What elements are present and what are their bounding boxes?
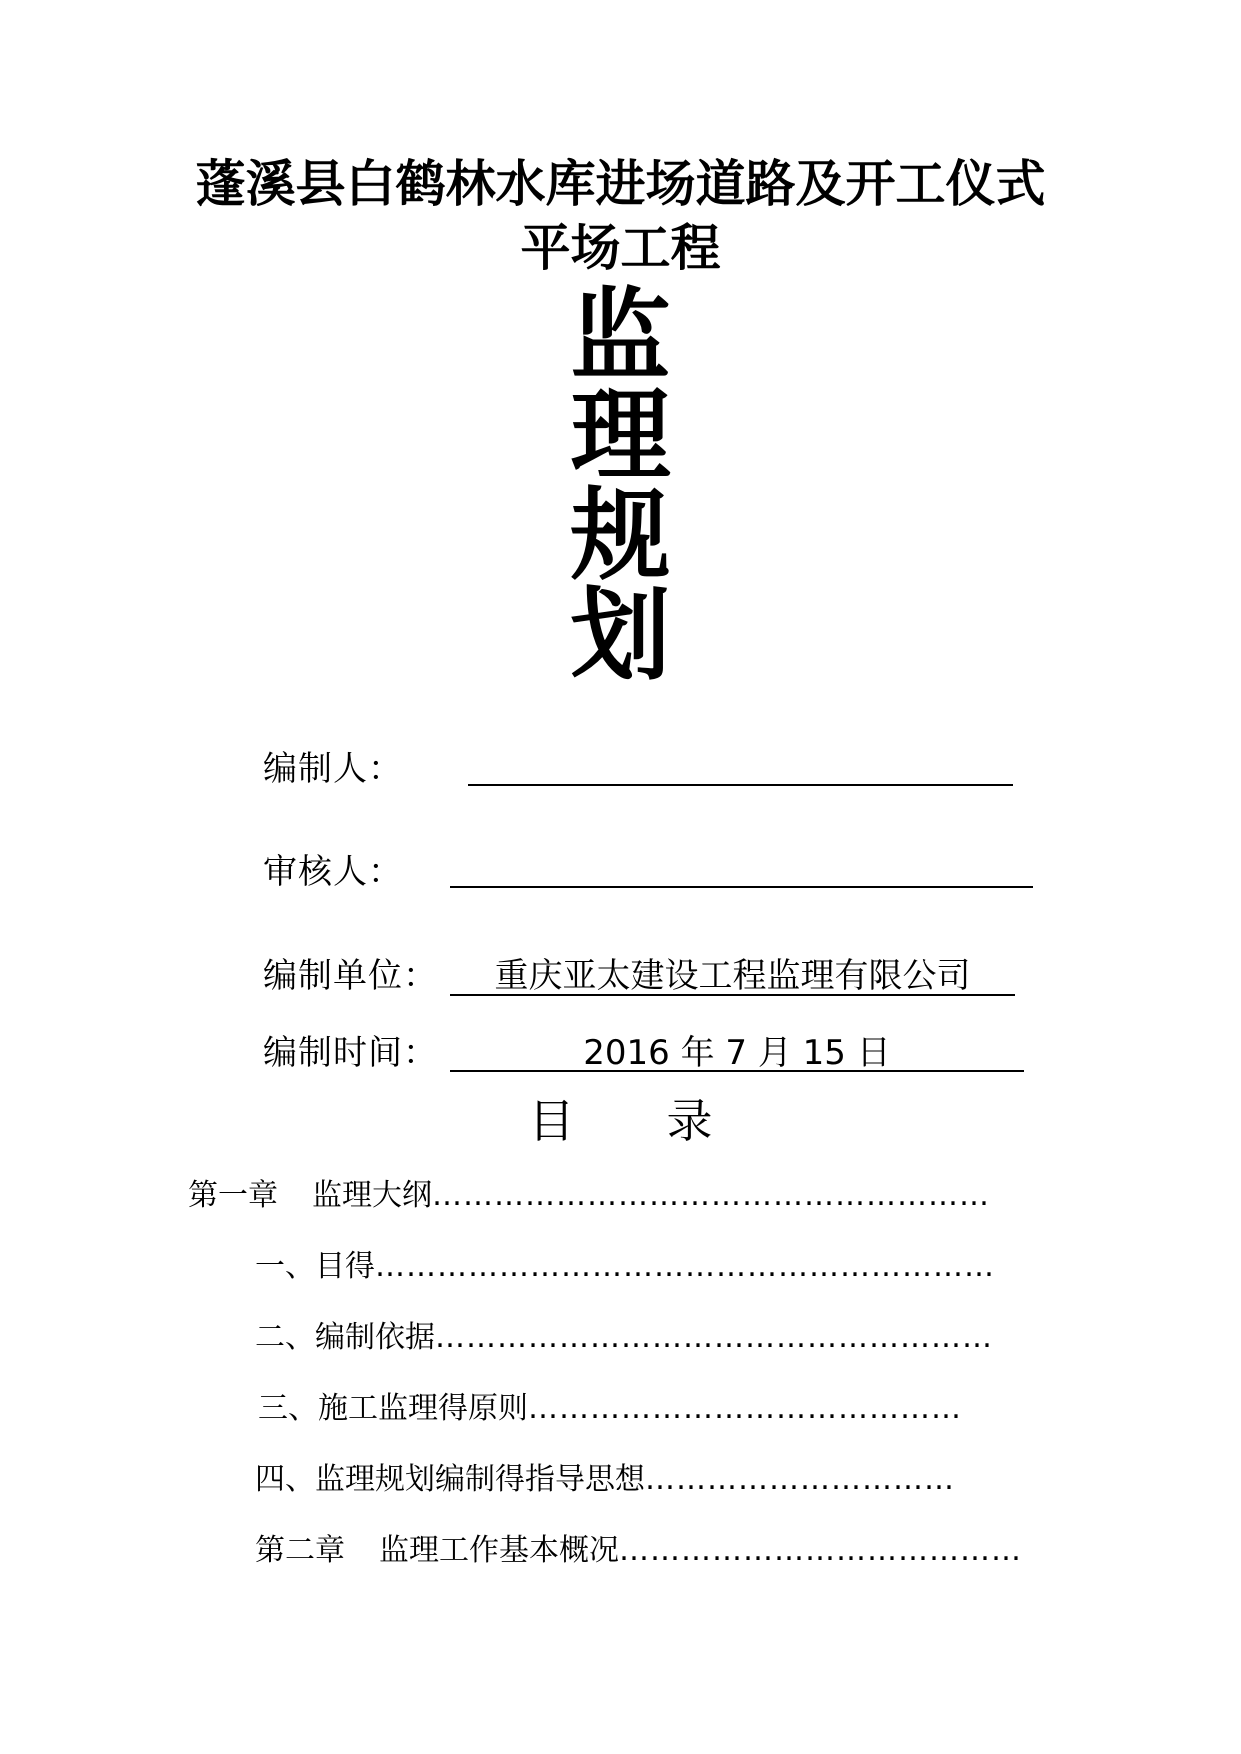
compiler-underline bbox=[468, 784, 1013, 786]
toc-item-leader: …………………………………… bbox=[528, 1391, 962, 1426]
toc-item-title: 三、施工监理得原则 bbox=[258, 1391, 528, 1426]
toc-item[interactable] bbox=[188, 1176, 990, 1216]
doc-type-char-3: 规 bbox=[570, 477, 671, 594]
doc-type-char-2: 理 bbox=[570, 377, 671, 494]
toc-item-title: 一、目得 bbox=[255, 1249, 375, 1284]
reviewer-label: 审核人： bbox=[263, 852, 403, 892]
toc-item-leader: ………………………… bbox=[645, 1462, 955, 1497]
toc-item-title: 二、编制依据 bbox=[255, 1320, 435, 1355]
date-value: 2016 年 7 月 15 日 bbox=[583, 1033, 891, 1073]
toc-item-leader: …………………………………………………… bbox=[375, 1249, 995, 1284]
toc-item-leader: ………………………………… bbox=[619, 1533, 1022, 1568]
cover-title-line-1: 蓬溪县白鹤林水库进场道路及开工仪式 bbox=[195, 155, 1046, 213]
toc-item-title: 监理工作基本概况 bbox=[379, 1533, 619, 1568]
doc-type-char-4: 划 bbox=[570, 577, 671, 694]
toc-item[interactable] bbox=[255, 1531, 1022, 1571]
toc-item[interactable] bbox=[258, 1389, 962, 1429]
toc-item-prefix: 第一章 bbox=[188, 1178, 278, 1213]
unit-value: 重庆亚太建设工程监理有限公司 bbox=[494, 956, 971, 996]
toc-item[interactable] bbox=[255, 1247, 995, 1287]
toc-item-prefix: 第二章 bbox=[255, 1533, 345, 1568]
toc-item[interactable] bbox=[255, 1318, 993, 1358]
unit-label: 编制单位： bbox=[263, 956, 438, 996]
toc-item-leader: ……………………………………………… bbox=[435, 1320, 993, 1355]
toc-item-leader: ……………………………………………… bbox=[432, 1178, 990, 1213]
cover-title-line-2: 平场工程 bbox=[520, 219, 721, 277]
toc-item[interactable] bbox=[255, 1460, 955, 1500]
compiler-label: 编制人： bbox=[263, 749, 403, 789]
date-label: 编制时间： bbox=[263, 1033, 438, 1073]
toc-item-title: 四、监理规划编制得指导思想 bbox=[255, 1462, 645, 1497]
doc-type-char-1: 监 bbox=[570, 277, 671, 394]
reviewer-underline bbox=[450, 886, 1033, 888]
toc-item-title: 监理大纲 bbox=[312, 1178, 432, 1213]
toc-heading: 目 录 bbox=[528, 1094, 713, 1148]
